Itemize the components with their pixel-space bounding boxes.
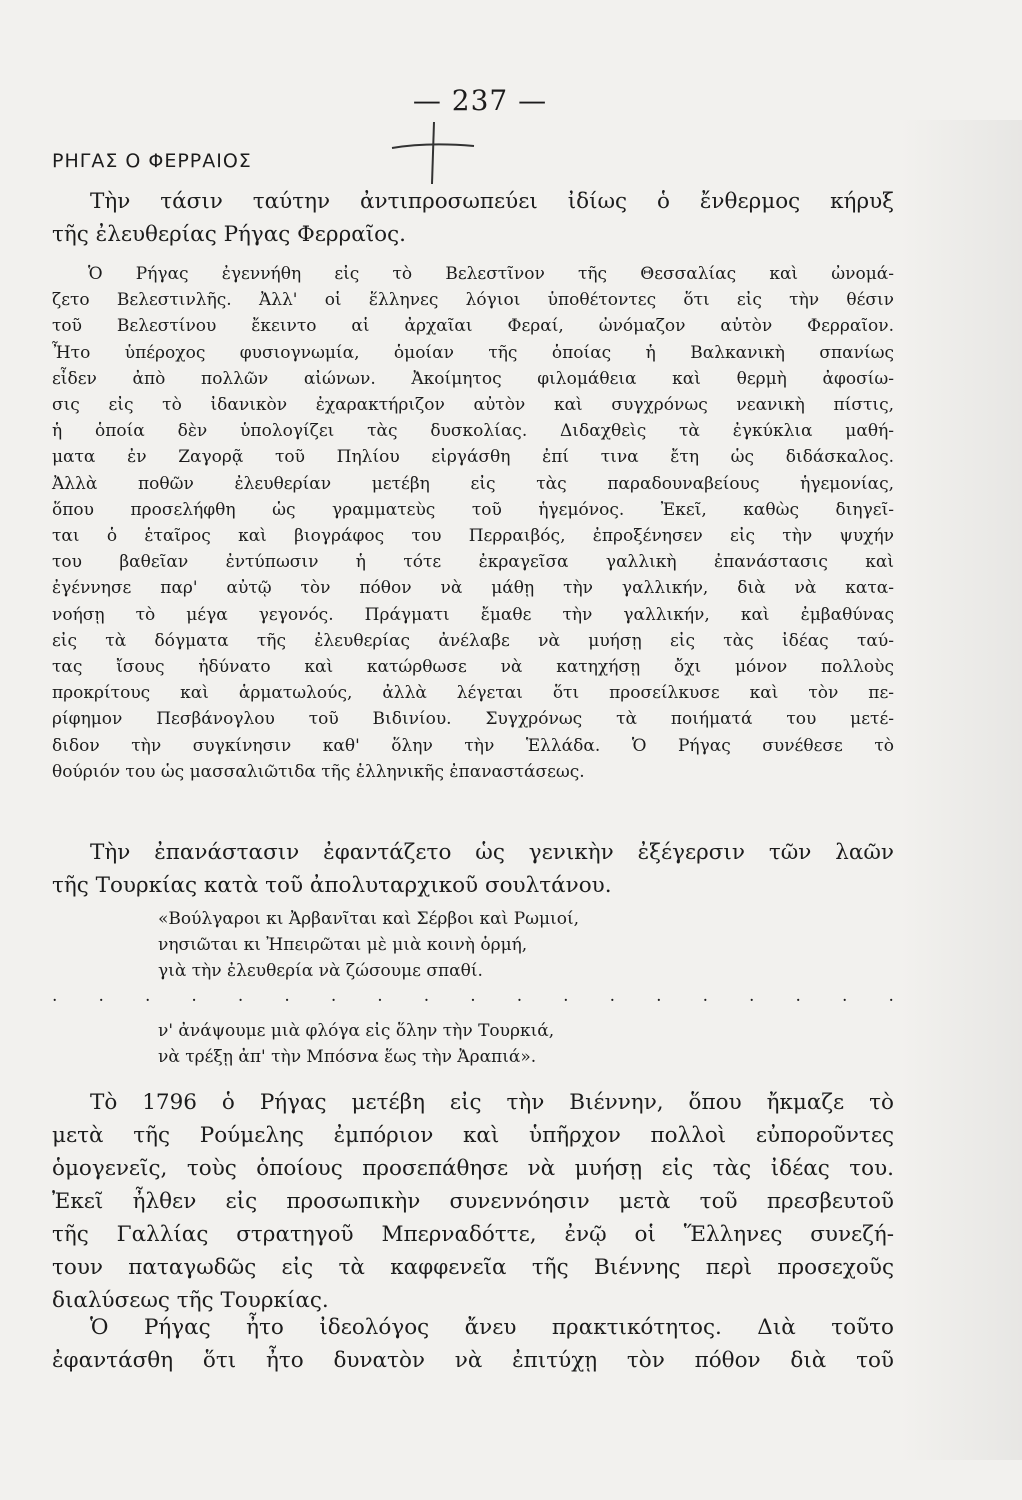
text-line: διαλύσεως τῆς Τουρκίας.: [52, 1288, 329, 1313]
text-line: εἶδεν ἀπὸ πολλῶν αἰώνων. Ἀκοίμητος φιλομάθεια καὶ θερμὴ ἀφοσίω-: [52, 368, 894, 389]
ellipsis-dot: .: [795, 986, 801, 1006]
text-line: τας ἴσους ἠδύνατο καὶ κατώρθωσε νὰ κατηχήσῃ ὄχι μόνον πολλοὺς: [52, 657, 894, 678]
text-line: Ἐκεῖ ἦλθεν εἰς προσωπικὴν συνεννόησιν μετὰ τοῦ πρεσβευτοῦ: [52, 1189, 894, 1214]
text-line: διδον τὴν συγκίνησιν καθ' ὅλην τὴν Ἑλλάδα. Ὁ Ρήγας συνέθεσε τὸ: [52, 735, 894, 756]
page-number: — 237 —: [412, 84, 548, 117]
text-line: προκρίτους καὶ ἁρματωλούς, ἀλλὰ λέγεται ὅτι προσείλκυσε καὶ τὸν πε-: [52, 683, 894, 704]
ellipsis-dot: .: [237, 986, 244, 1006]
text-line: Τὴν ἐπανάστασιν ἐφαντάζετο ὡς γενικὴν ἐξέγερσιν τῶν λαῶν: [90, 840, 894, 865]
text-line: νοήσῃ τὸ μέγα γεγονός. Πράγματι ἔμαθε τὴν γαλλικήν, καὶ ἐμβαθύνας: [52, 604, 894, 625]
text-line: ρίφημον Πεσβάνογλου τοῦ Βιδινίου. Συγχρόνως τὰ ποιήματά του μετέ-: [52, 709, 894, 730]
text-line: τῆς Γαλλίας στρατηγοῦ Μπερναδόττε, ἐνῷ οἱ Ἕλληνες συνεζή-: [52, 1222, 894, 1247]
text-line: ζετο Βελεστινλῆς. Ἀλλ' οἱ ἕλληνες λόγιοι ὑποθέτοντες ὅτι εἰς τὴν θέσιν: [52, 290, 894, 311]
text-line: τῆς ἐλευθερίας Ρήγας Φερραῖος.: [52, 222, 406, 247]
text-line: ἡ ὁποία δὲν ὑπολογίζει τὰς δυσκολίας. Διδαχθεὶς τὰ ἐγκύκλια μαθή-: [52, 421, 894, 442]
text-line: Ἦτο ὑπέροχος φυσιογνωμία, ὁμοίαν τῆς ὁποίας ἡ Βαλκανικὴ σπανίως: [52, 342, 894, 363]
text-line: Ἀλλὰ ποθῶν ἐλευθερίαν μετέβη εἰς τὰς παραδουναβείους ἡγεμονίας,: [52, 473, 894, 494]
text-line: εἰς τὰ δόγματα τῆς ἐλευθερίας ἀνέλαβε νὰ μυήσῃ εἰς τὰς ἰδέας ταύ-: [52, 630, 894, 651]
poem-line: γιὰ τὴν ἐλευθερία νὰ ζώσουμε σπαθί.: [158, 961, 483, 981]
paragraph-5: [52, 1311, 894, 1377]
text-line: Ὁ Ρήγας ἐγεννήθη εἰς τὸ Βελεστῖνον τῆς Θεσσαλίας καὶ ὠνομά-: [88, 264, 894, 284]
text-line: σις εἰς τὸ ἰδανικὸν ἐχαρακτήριζον αὐτὸν καὶ συγχρόνως νεανικὴ πίστις,: [52, 395, 894, 416]
ellipsis-dot: .: [563, 986, 569, 1006]
handwritten-cross-mark: [388, 118, 478, 188]
ellipsis-dot: .: [749, 986, 755, 1006]
text-line: ται ὁ ἑταῖρος καὶ βιογράφος του Περραιβός, ἐπροξένησεν εἰς τὴν ψυχήν: [52, 526, 894, 547]
ellipsis-dot: .: [516, 986, 523, 1006]
ellipsis-dot: .: [702, 986, 708, 1006]
text-line: τοῦ Βελεστίνου ἔκειντο αἱ ἀρχαῖαι Φεραί, ὠνόμαζον αὐτὸν Φερραῖον.: [52, 316, 894, 337]
text-line: τῆς Τουρκίας κατὰ τοῦ ἀπολυταρχικοῦ σουλτάνου.: [52, 873, 612, 898]
ellipsis-dot: .: [330, 986, 337, 1006]
text-line: Τὴν τάσιν ταύτην ἀντιπροσωπεύει ἰδίως ὁ ἔνθερμος κήρυξ: [90, 189, 894, 214]
text-line: ὅπου προσελήφθη ὡς γραμματεὺς τοῦ ἡγεμόνος. Ἐκεῖ, καθὼς διηγεῖ-: [52, 499, 894, 520]
running-head: ΡΗΓΑΣ Ο ΦΕΡΡΑΙΟΣ: [52, 150, 252, 172]
text-line: Ὁ Ρήγας ἦτο ἰδεολόγος ἄνευ πρακτικότητος. Διὰ τοῦτο: [90, 1315, 894, 1340]
paragraph-3: [52, 836, 894, 902]
poem-line: «Βούλγαροι κι Ἀρβανῖται καὶ Σέρβοι καὶ Ρωμιοί,: [158, 909, 580, 929]
poem-line: νὰ τρέξῃ ἀπ' τὴν Μπόσνα ἕως τὴν Ἀραπιά».: [158, 1047, 537, 1067]
ellipsis-dot: .: [377, 986, 383, 1006]
ellipsis-dot: .: [191, 986, 197, 1006]
text-line: ματα ἐν Ζαγορᾷ τοῦ Πηλίου εἰργάσθη ἐπί τινα ἔτη ὡς διδάσκαλος.: [52, 447, 894, 468]
text-line: του βαθεῖαν ἐντύπωσιν ἡ τότε ἐκραγεῖσα γαλλικὴ ἐπανάστασις καὶ: [52, 552, 894, 573]
ellipsis-dot: .: [888, 986, 894, 1006]
poem-line: ν' ἀνάψουμε μιὰ φλόγα εἰς ὅλην τὴν Τουρκιά,: [158, 1021, 555, 1041]
text-line: Τὸ 1796 ὁ Ρήγας μετέβη εἰς τὴν Βιέννην, ὅπου ἤκμαζε τὸ: [90, 1090, 894, 1115]
paragraph-4: [52, 1086, 894, 1317]
ellipsis-dot: .: [470, 986, 476, 1006]
ellipsis-dot: .: [656, 986, 662, 1006]
poem-quote: [158, 906, 579, 984]
text-line: θούριόν του ὡς μασσαλιῶτιδα τῆς ἑλληνικῆς ἐπαναστάσεως.: [52, 761, 585, 782]
text-line: μετὰ τῆς Ρούμελης ἐμπόριον καὶ ὑπῆρχον πολλοὶ εὐποροῦντες: [52, 1123, 894, 1148]
ellipsis-dot: .: [423, 986, 430, 1006]
show-through-shadow: [900, 120, 1022, 1460]
paragraph-1: [52, 185, 894, 251]
ellipsis-dot: .: [144, 986, 151, 1006]
text-line: ἐφαντάσθη ὅτι ἦτο δυνατὸν νὰ ἐπιτύχῃ τὸν πόθον διὰ τοῦ: [52, 1348, 894, 1373]
ellipsis-dot: .: [98, 986, 104, 1006]
ellipsis-dot: .: [841, 986, 848, 1006]
text-line: τουν παταγωδῶς εἰς τὰ καφφενεῖα τῆς Βιέννης περὶ προσεχοῦς: [52, 1255, 894, 1280]
ellipsis-dot: .: [609, 986, 616, 1006]
text-line: ὁμογενεῖς, τοὺς ὁποίους προσεπάθησε νὰ μυήσῃ εἰς τὰς ἰδέας του.: [52, 1156, 894, 1181]
text-line: ἐγέννησε παρ' αὐτῷ τὸν πόθον νὰ μάθῃ τὴν γαλλικήν, διὰ νὰ κατα-: [52, 578, 894, 599]
ellipsis-dot: .: [52, 986, 58, 1006]
paragraph-2: [52, 261, 894, 785]
poem-line: νησιῶται κι Ἠπειρῶται μὲ μιὰ κοινὴ ὁρμή,: [158, 935, 528, 955]
poem-ellipsis: [52, 986, 894, 1006]
ellipsis-dot: .: [284, 986, 290, 1006]
poem-quote-end: [158, 1018, 554, 1070]
